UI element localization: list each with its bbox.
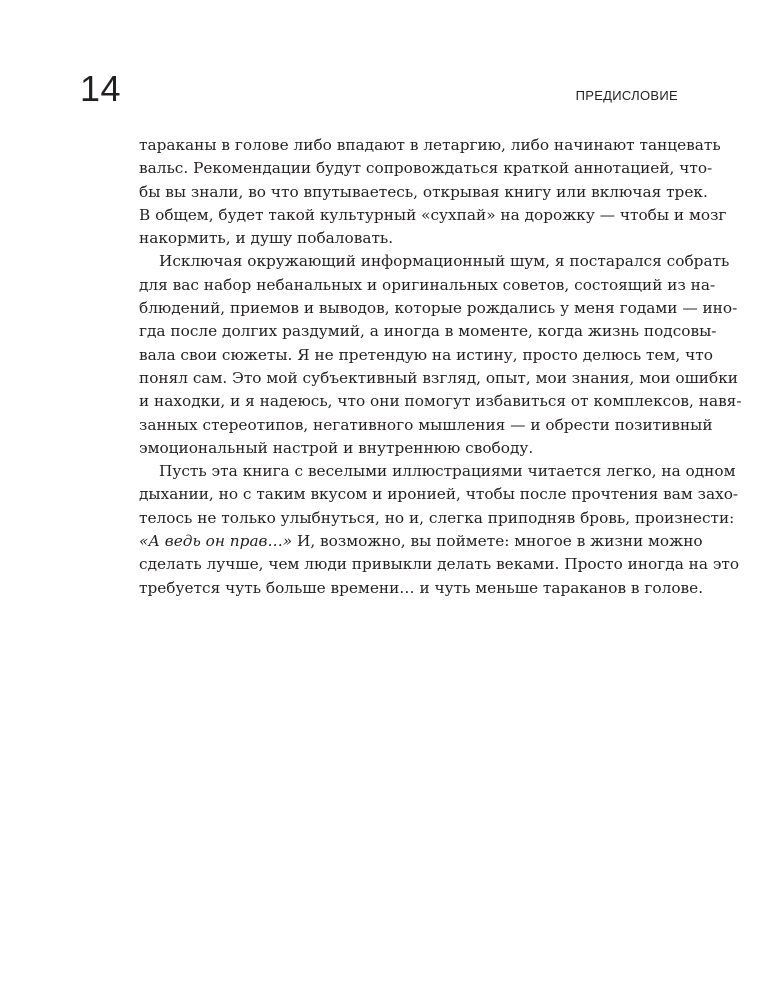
text-line: для вас набор небанальных и оригинальных советов, состоящий из на- [139, 275, 716, 294]
text-line: блюдений, приемов и выводов, которые рождались у меня годами — ино- [139, 299, 738, 318]
running-head: ПРЕДИСЛОВИЕ [575, 88, 678, 103]
quote-line-rest: И, возможно, вы поймете: многое в жизни можно [292, 532, 703, 551]
paragraph-1 [139, 134, 727, 250]
text-line: понял сам. Это мой субъективный взгляд, опыт, мои знания, мои ошибки [139, 368, 738, 387]
text-line: Пусть эта книга с веселыми иллюстрациями читается легко, на одном [159, 462, 736, 481]
paragraph-3 [139, 460, 740, 600]
text-line: бы вы знали, во что впутываетесь, открывая книгу или включая трек. [139, 182, 708, 201]
text-line: тараканы в голове либо впадают в летаргию, либо начинают танцевать [139, 136, 721, 154]
italic-quote: «А ведь он прав…» [139, 532, 293, 551]
text-line: Исключая окружающий информационный шум, я постарался собрать [159, 252, 730, 271]
text-line: вальс. Рекомендации будут сопровождаться краткой аннотацией, что- [139, 159, 713, 178]
text-line: телось не только улыбнуться, но и, слегка приподняв бровь, произнести: [139, 508, 735, 527]
text-line: сделать лучше, чем люди привыкли делать веками. Просто иногда на это [139, 555, 740, 574]
text-line: дыхании, но с таким вкусом и иронией, чтобы после прочтения вам захо- [139, 485, 739, 504]
paragraph-2 [139, 250, 742, 460]
text-line: занных стереотипов, негативного мышления — и обрести позитивный [139, 415, 713, 434]
text-line: вала свои сюжеты. Я не претендую на истину, просто делюсь тем, что [139, 345, 713, 364]
text-line: и находки, и я надеюсь, что они помогут избавиться от комплексов, навя- [139, 392, 742, 411]
text-line: требуется чуть больше времени… и чуть меньше тараканов в голове. [139, 578, 704, 597]
page-number: 14 [80, 68, 122, 109]
text-line-with-quote [139, 530, 703, 553]
text-line: В общем, будет такой культурный «сухпай» на дорожку — чтобы и мозг [139, 205, 727, 224]
text-line: накормить, и душу побаловать. [139, 229, 394, 248]
text-line: эмоциональный настрой и внутреннюю свободу. [139, 438, 534, 457]
text-line: гда после долгих раздумий, а иногда в моменте, когда жизнь подсовы- [139, 322, 717, 341]
body-text [139, 134, 742, 600]
